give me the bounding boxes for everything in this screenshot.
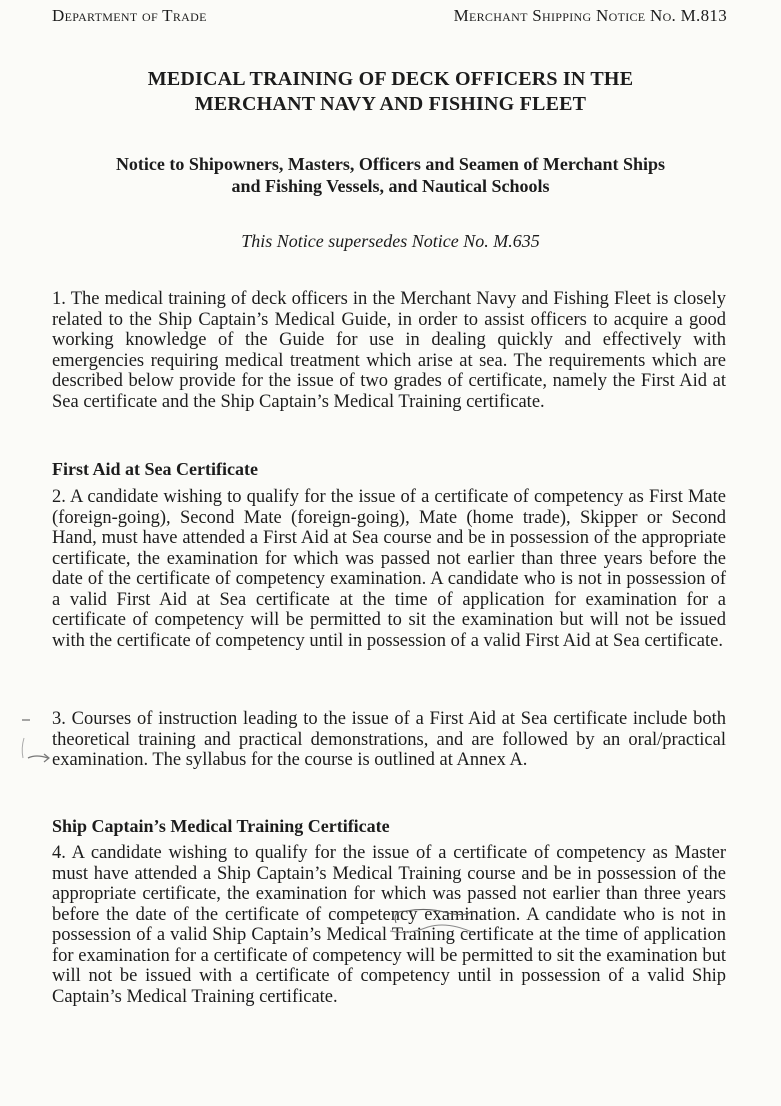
- section-heading-ship-captain: Ship Captain’s Medical Training Certificate: [52, 816, 390, 836]
- title-line-1: MEDICAL TRAINING OF DECK OFFICERS IN THE: [147, 68, 634, 90]
- title-line-2: MERCHANT NAVY AND FISHING FLEET: [194, 93, 587, 115]
- paragraph-2: 2. A candidate wishing to qualify for the issue of a certificate of competency as First Mate (foreign-going), Second Mate (foreign-going), Mate (home trade), Skipper or Second Hand, must have attended a First Aid at Sea course and be in possession of the appropriate certificate, the examination for which was passed not earlier than three years before the date of the certificate of competency examination. A candidate who is not in possession of a valid First Aid at Sea certificate at the time of application for examination for a certificate of competency will be permitted to sit the examination but will not be issued with the certificate of competency until in possession of a valid First Aid at Sea certificate.: [52, 487, 726, 651]
- document-subtitle: [40, 153, 741, 197]
- subtitle-line-2: and Fishing Vessels, and Nautical Schools: [231, 176, 550, 196]
- paragraph-4: 4. A candidate wishing to qualify for the issue of a certificate of competency as Master must have attended a Ship Captain’s Medical Training course and be in possession of the appropriate certificate, the examination for which was passed not earlier than three years before the date of the certificate of competency examination. A candidate who is not in possession of a valid Ship Captain’s Medical Training certificate at the time of application for examination for a certificate of competency will be permitted to sit the examination but will not be issued with a certificate of competency until in possession of a valid Ship Captain’s Medical Training certificate.: [52, 843, 726, 1007]
- subtitle-line-1: Notice to Shipowners, Masters, Officers and Seamen of Merchant Ships: [115, 154, 666, 174]
- document-title: [40, 67, 741, 117]
- paragraph-1: 1. The medical training of deck officers in the Merchant Navy and Fishing Fleet is closely related to the Ship Captain’s Medical Guide, in order to assist officers to acquire a good working knowledge of the Guide for use in dealing quickly and effectively with emergencies requiring medical treatment which arise at sea. The requirements which are described below provide for the issue of two grades of certificate, namely the First Aid at Sea certificate and the Ship Captain’s Medical Training certificate.: [52, 289, 726, 412]
- department-header: Department of Trade: [52, 6, 207, 25]
- supersedes-note: This Notice supersedes Notice No. M.635: [241, 231, 540, 251]
- margin-pencil-mark: [18, 714, 52, 784]
- notice-number-header: Merchant Shipping Notice No. M.813: [453, 6, 727, 25]
- section-heading-first-aid: First Aid at Sea Certificate: [52, 459, 258, 479]
- pencil-circle-mark: [388, 905, 480, 937]
- paragraph-3: 3. Courses of instruction leading to the issue of a First Aid at Sea certificate include both theoretical training and practical demonstrations, and are followed by an oral/practical examination. The syllabus for the course is outlined at Annex A.: [52, 709, 726, 770]
